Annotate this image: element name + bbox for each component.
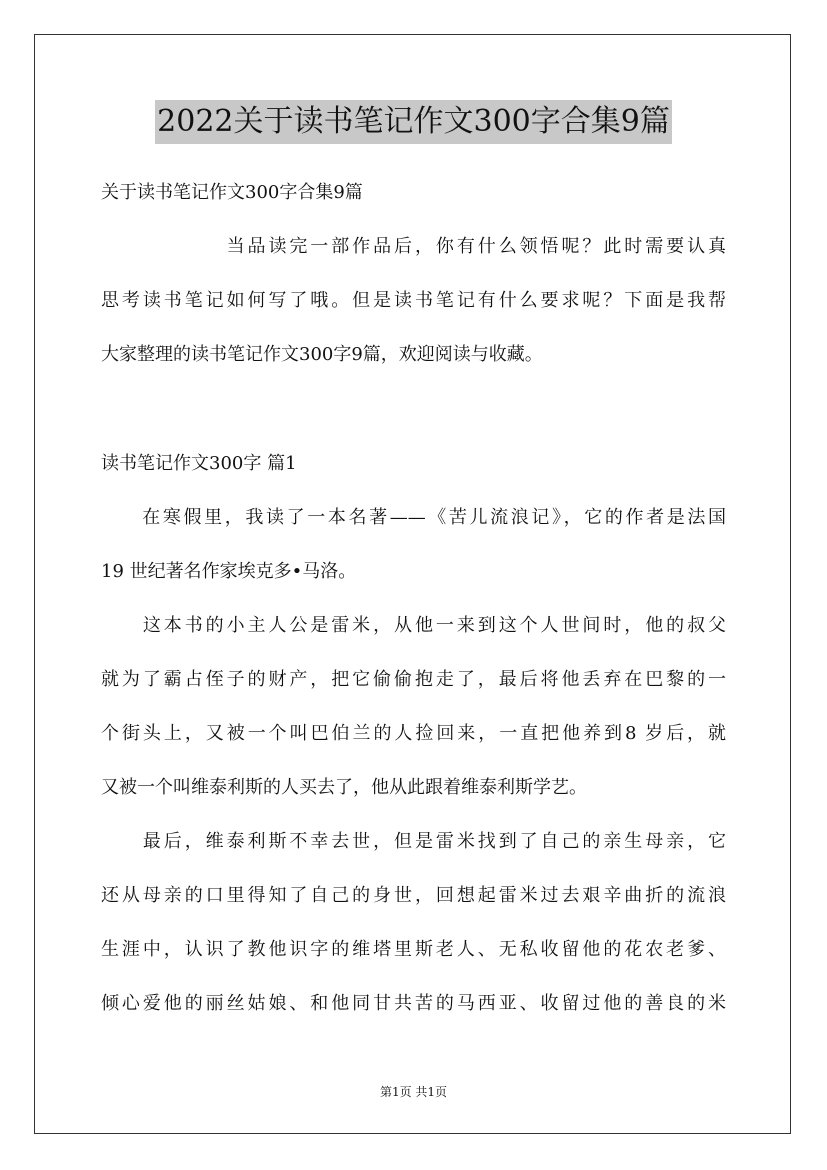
- intro-line: 大家整理的读书笔记作文300字9篇，欢迎阅读与收藏。: [101, 344, 543, 365]
- paragraph-line: 生涯中，认识了教他识字的维塔里斯老人、无私收留他的花农老爹、: [101, 939, 726, 960]
- page-footer: 第1页 共1页: [379, 1085, 448, 1099]
- paragraph-line: 19 世纪著名作家埃克多•马洛。: [101, 561, 357, 582]
- paragraph-line: 就为了霸占侄子的财产，把它偷偷抱走了，最后将他丢弃在巴黎的一: [101, 669, 726, 690]
- intro-paragraph: [101, 220, 726, 382]
- paragraph-line: 这本书的小主人公是雷米，从他一来到这个人世间时，他的叔父: [101, 615, 726, 636]
- section-heading: [101, 437, 726, 491]
- paragraph-3: [101, 815, 726, 1031]
- intro-line: 思考读书笔记如何写了哦。但是读书笔记有什么要求呢？下面是我帮: [101, 290, 726, 311]
- paragraph-line: 倾心爱他的丽丝姑娘、和他同甘共苦的马西亚、收留过他的善良的米: [101, 993, 726, 1014]
- paragraph-line: 个街头上，又被一个叫巴伯兰的人捡回来，一直把他养到8 岁后，就: [101, 723, 726, 744]
- title-wrap: [0, 100, 827, 144]
- paragraph-line: 又被一个叫维泰利斯的人买去了，他从此跟着维泰利斯学艺。: [101, 777, 587, 798]
- paragraph-line: 还从母亲的口里得知了自己的身世，回想起雷米过去艰辛曲折的流浪: [101, 885, 726, 906]
- section-heading-text: 读书笔记作文300字 篇1: [101, 453, 297, 474]
- document-title: 2022关于读书笔记作文300字合集9篇: [155, 100, 672, 144]
- paragraph-line: 在寒假里，我读了一本名著——《苦儿流浪记》，它的作者是法国: [101, 507, 726, 528]
- paragraph-line: 最后，维泰利斯不幸去世，但是雷米找到了自己的亲生母亲，它: [101, 831, 726, 852]
- intro-line: 当品读完一部作品后，你有什么领悟呢？此时需要认真: [101, 236, 726, 257]
- document-subtitle: [101, 166, 726, 220]
- subtitle-line: 关于读书笔记作文300字合集9篇: [101, 182, 363, 203]
- paragraph-2: [101, 599, 726, 815]
- paragraph-1: [101, 491, 726, 599]
